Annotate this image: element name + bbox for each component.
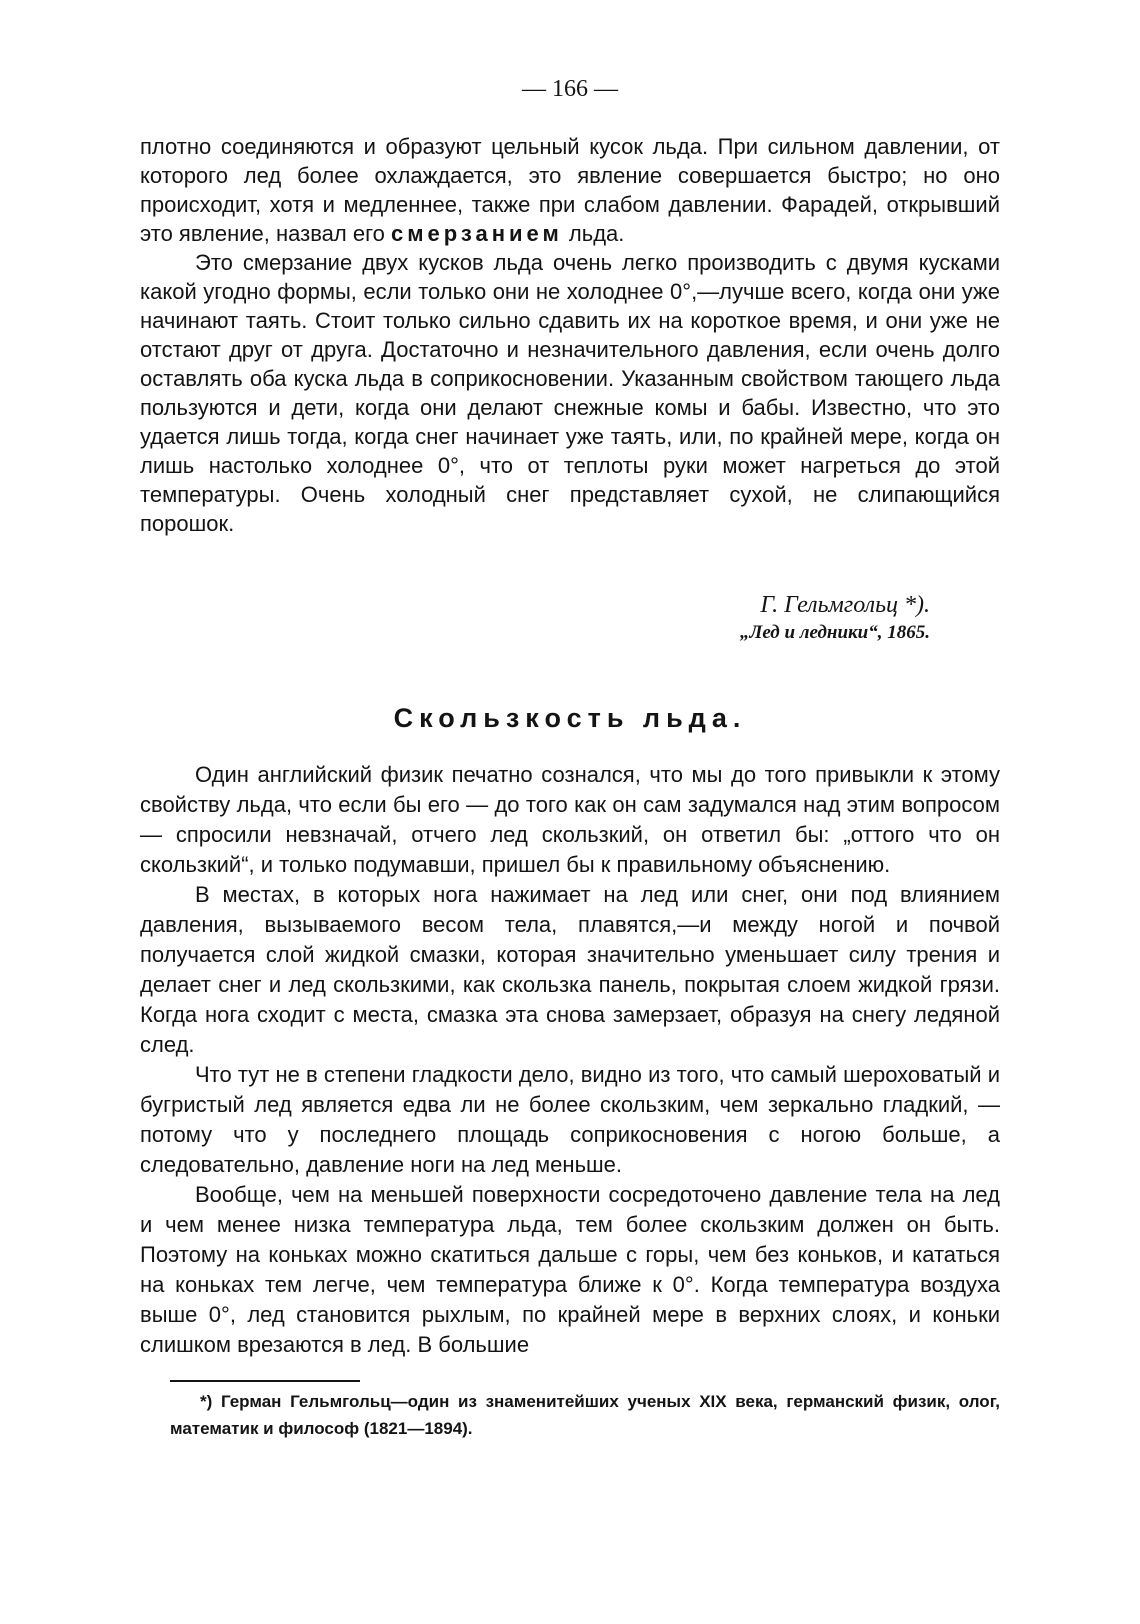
signature-source: „Лед и ледники“, 1865. bbox=[739, 622, 930, 643]
section-body bbox=[140, 760, 1000, 1360]
footnote-divider bbox=[170, 1380, 360, 1382]
paragraph: Вообще, чем на меньшей поверхности сосредоточено давление тела на лед и чем менее низка температура льда, тем более скользким должен он быть. Поэтому на коньках можно скатиться дальше с горы, чем без коньков, и кататься на коньках тем легче, чем температура ближе к 0°. Когда температура воздуха выше 0°, лед становится рыхлым, по крайней мере в верхних слоях, и коньки слишком врезаются в лед. В большие bbox=[140, 1182, 1000, 1357]
section-heading: Скользкость льда. bbox=[393, 703, 747, 733]
emphasized-term: смерзанием bbox=[390, 221, 563, 246]
paragraph: Один английский физик печатно сознался, что мы до того привыкли к этому свойству льда, что если бы его — до того как он сам задумался над этим вопросом — спросили невзначай, отчего лед скользкий, он ответил бы: „оттого что он скользкий“, и только подумавши, пришел бы к правильному объяснению. bbox=[140, 762, 1000, 877]
footnote: *) Герман Гельмгольц—один из знаменитейших ученых XIX века, германский физик, олог, математик и философ (1821—1894). bbox=[170, 1392, 1000, 1438]
signature-author: Г. Гельмгольц *). bbox=[760, 592, 930, 618]
paragraph-text: льда. bbox=[562, 221, 625, 246]
page-number: — 166 — bbox=[522, 76, 618, 102]
continued-fragment bbox=[140, 132, 1000, 538]
paragraph: В местах, в которых нога нажимает на лед или снег, они под влиянием давления, вызываемого весом тела, плавятся,—и между ногой и почвой получается слой жидкой смазки, которая значительно уменьшает силу трения и делает снег и лед скользкими, как скользка панель, покрытая слоем жидкой грязи. Когда нога сходит с места, смазка эта снова замерзает, образуя на снегу ледяной след. bbox=[140, 882, 1000, 1057]
paragraph-continued bbox=[140, 132, 1000, 248]
paragraph: Что тут не в степени гладкости дело, видно из того, что самый шероховатый и бугристый лед является едва ли не более скользким, чем зеркально гладкий, — потому что у последнего площадь соприкосновения с ногою больше, а следовательно, давление ноги на лед меньше. bbox=[140, 1062, 1000, 1177]
paragraph-text: плотно соединяются и образуют цельный кусок льда. При сильном давлении, от которого лед более охлаждается, это явление совершается быстро; но оно происходит, хотя и медленнее, также при слабом давлении. Фарадей, открывший это явление, назвал его bbox=[140, 134, 1000, 246]
paragraph: Это смерзание двух кусков льда очень легко производить с двумя кусками какой угодно формы, если только они не холоднее 0°,—лучше всего, когда они уже начинают таять. Стоит только сильно сдавить их на короткое время, и они уже не отстают друг от друга. Достаточно и незначительного давления, если очень долго оставлять оба куска льда в соприкосновении. Указанным свойством тающего льда пользуются и дети, когда они делают снежные комы и бабы. Известно, что это удается лишь тогда, когда снег начинает уже таять, или, по крайней мере, когда он лишь настолько холоднее 0°, что от теплоты руки может нагреться до этой температуры. Очень холодный снег представляет сухой, не слипающийся порошок. bbox=[140, 250, 1000, 536]
